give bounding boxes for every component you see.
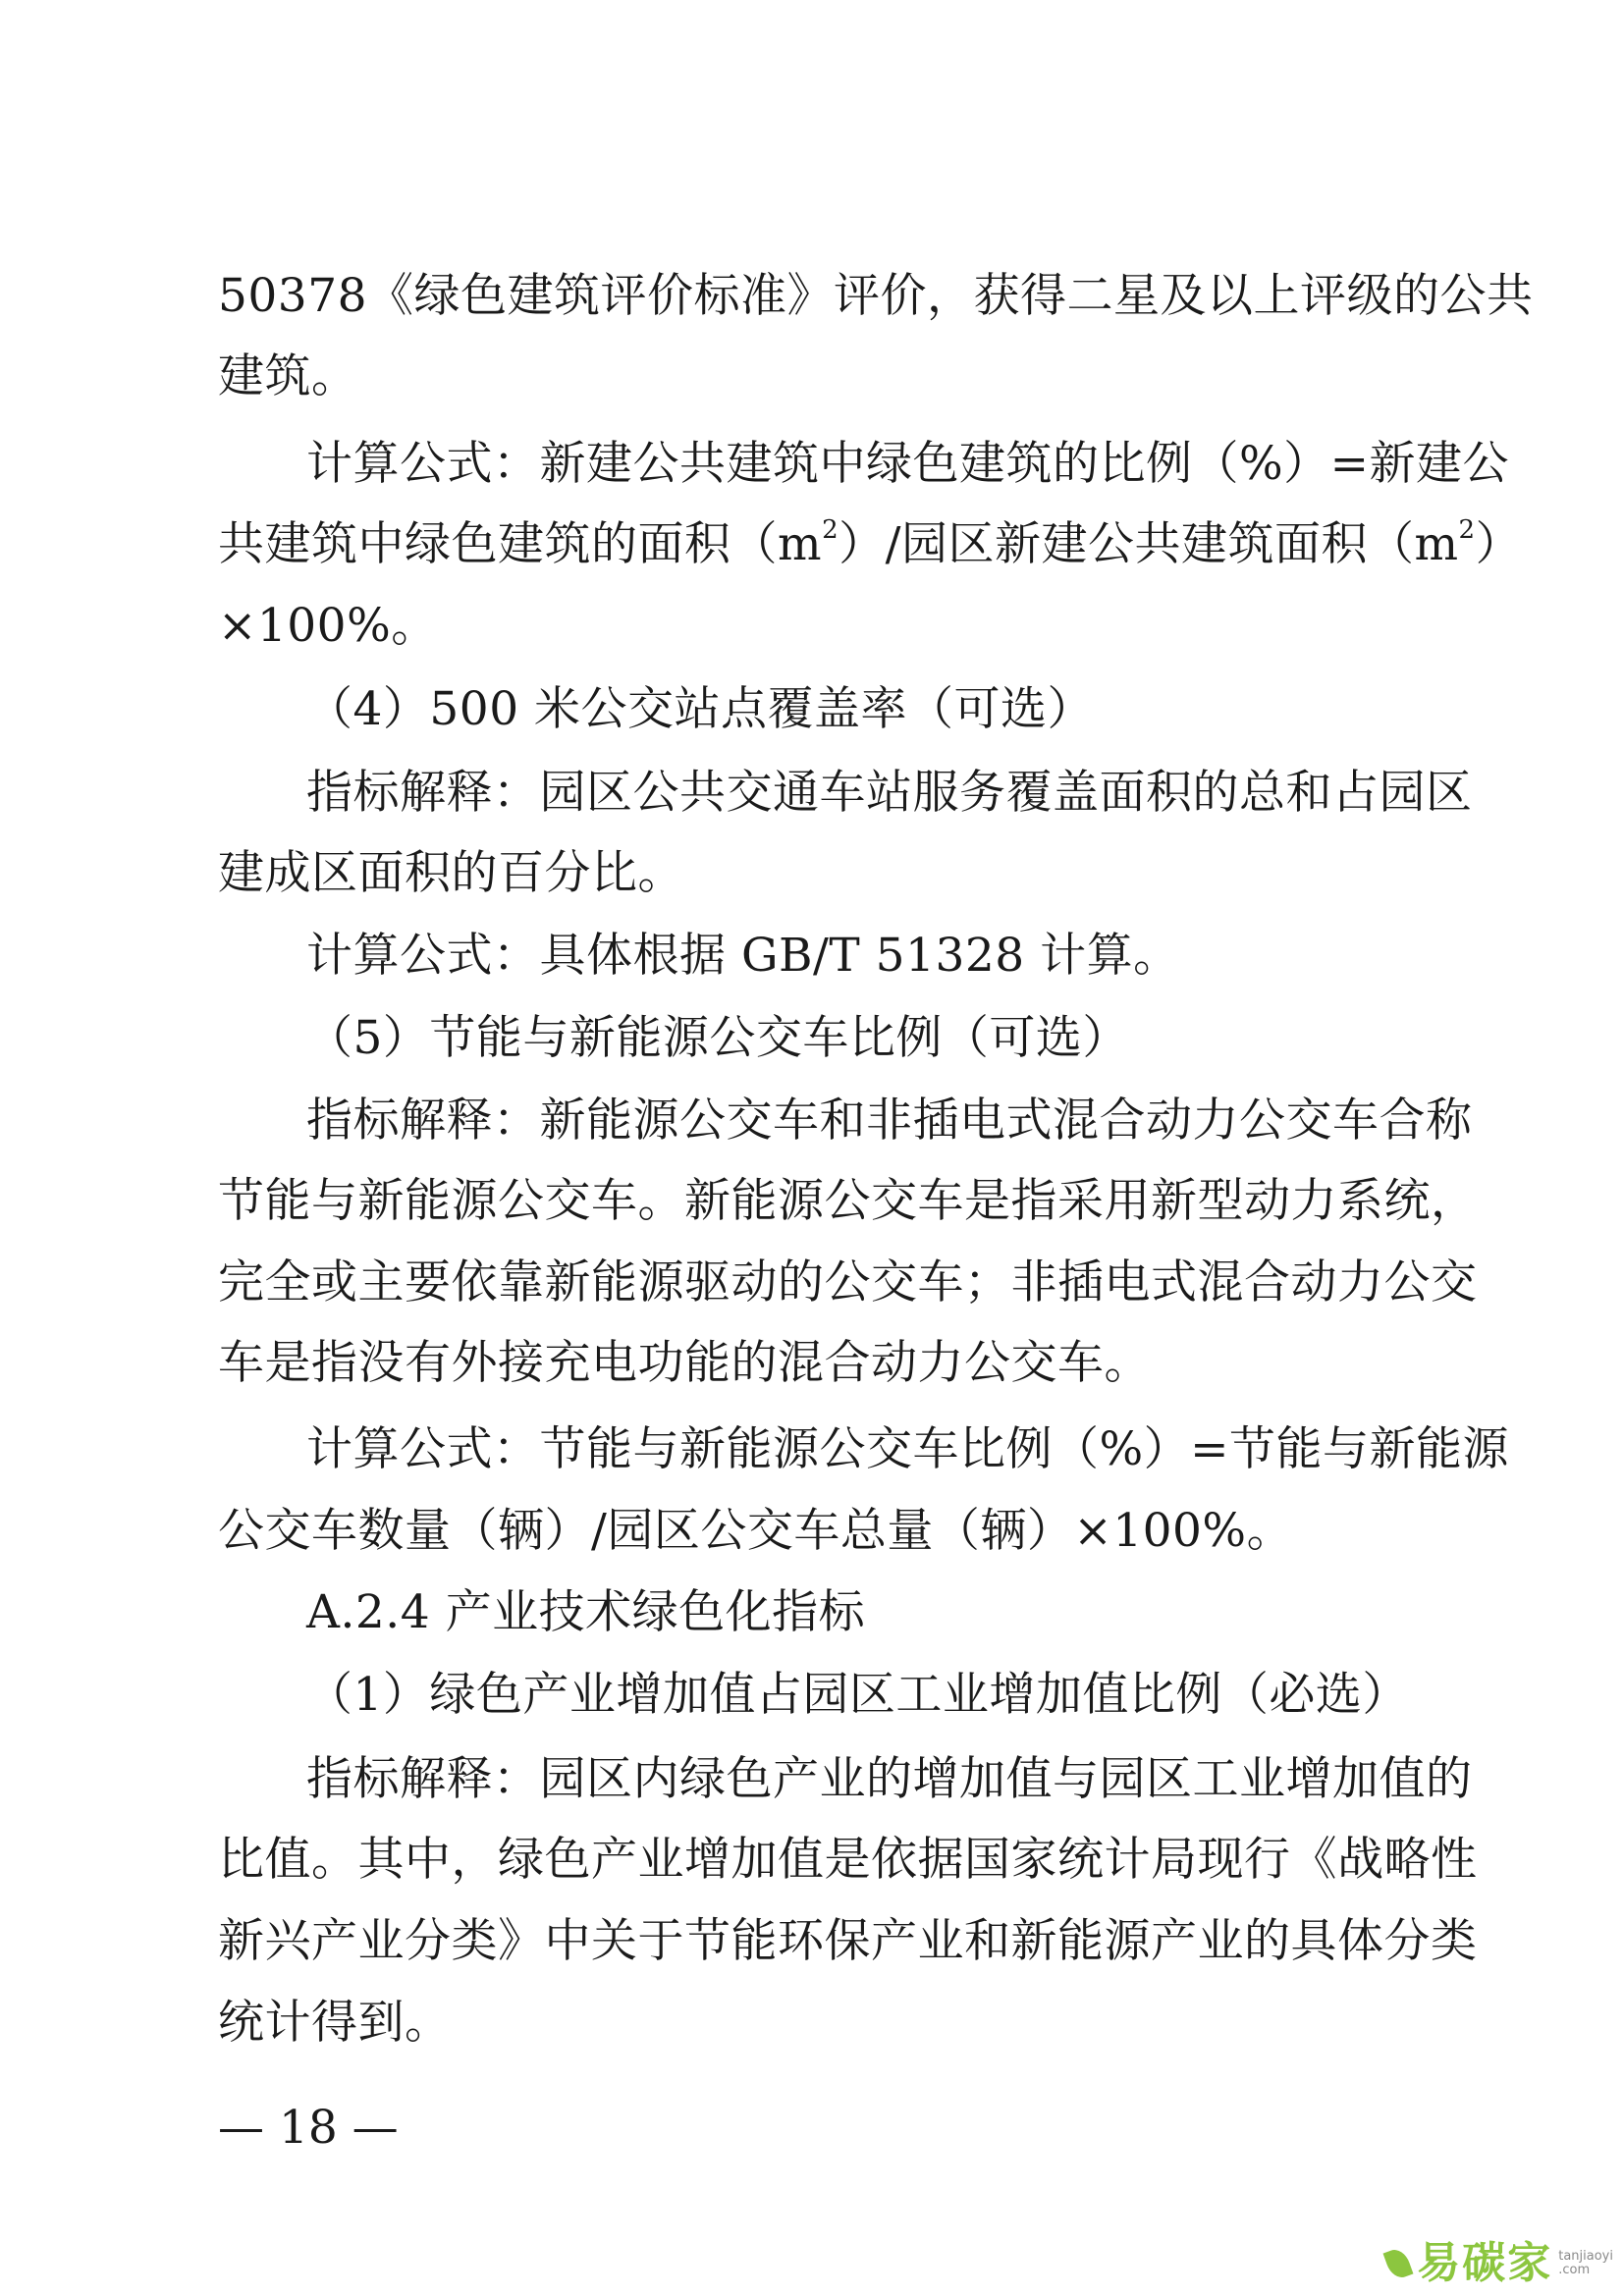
paragraph-line: 统计得到。 — [218, 1996, 452, 2050]
watermark-domain — [1558, 2250, 1613, 2277]
formula-text: ）/园区新建公共建筑面积（m — [839, 517, 1459, 571]
paragraph-line: 计算公式：具体根据 GB/T 51328 计算。 — [306, 929, 1180, 983]
paragraph-line: ×100%。 — [218, 599, 438, 653]
paragraph-line: 完全或主要依靠新能源驱动的公交车；非插电式混合动力公交 — [218, 1255, 1478, 1309]
section-heading: （1）绿色产业增加值占园区工业增加值比例（必选） — [306, 1668, 1409, 1722]
watermark-domain-suffix: .com — [1558, 2263, 1591, 2277]
paragraph-line: 建筑。 — [218, 349, 358, 403]
paragraph-line: 车是指没有外接充电功能的混合动力公交车。 — [218, 1336, 1151, 1390]
page-number: — 18 — — [218, 2101, 399, 2155]
formula-line — [218, 515, 1523, 574]
formula-text: ） — [1475, 517, 1523, 571]
paragraph-line: 指标解释：新能源公交车和非插电式混合动力公交车合称 — [306, 1094, 1473, 1148]
paragraph-line: 50378《绿色建筑评价标准》评价，获得二星及以上评级的公共 — [218, 269, 1534, 323]
superscript: 2 — [822, 515, 839, 545]
formula-text: 共建筑中绿色建筑的面积（m — [218, 517, 823, 571]
paragraph-line: 公交车数量（辆）/园区公交车总量（辆）×100%。 — [218, 1504, 1294, 1558]
paragraph-line: 节能与新能源公交车。新能源公交车是指采用新型动力系统， — [218, 1174, 1478, 1228]
section-heading: A.2.4 产业技术绿色化指标 — [306, 1585, 866, 1639]
watermark-domain-name: tanjiaoyi — [1558, 2249, 1613, 2264]
paragraph-line: 指标解释：园区公共交通车站服务覆盖面积的总和占园区 — [306, 766, 1473, 820]
section-heading: （4）500 米公交站点覆盖率（可选） — [306, 682, 1095, 736]
paragraph-line: 计算公式：新建公共建筑中绿色建筑的比例（%）=新建公 — [306, 437, 1510, 491]
paragraph-line: 指标解释：园区内绿色产业的增加值与园区工业增加值的 — [306, 1752, 1473, 1806]
section-heading: （5）节能与新能源公交车比例（可选） — [306, 1011, 1129, 1065]
superscript: 2 — [1458, 515, 1476, 545]
paragraph-line: 计算公式：节能与新能源公交车比例（%）=节能与新能源 — [306, 1422, 1510, 1476]
paragraph-line: 比值。其中，绿色产业增加值是依据国家统计局现行《战略性 — [218, 1833, 1478, 1887]
paragraph-line: 建成区面积的百分比。 — [218, 846, 684, 900]
leaf-icon — [1383, 2246, 1414, 2281]
paragraph-line: 新兴产业分类》中关于节能环保产业和新能源产业的具体分类 — [218, 1914, 1478, 1968]
watermark — [1387, 2239, 1613, 2288]
watermark-logo: 易碳家 — [1417, 2238, 1553, 2288]
